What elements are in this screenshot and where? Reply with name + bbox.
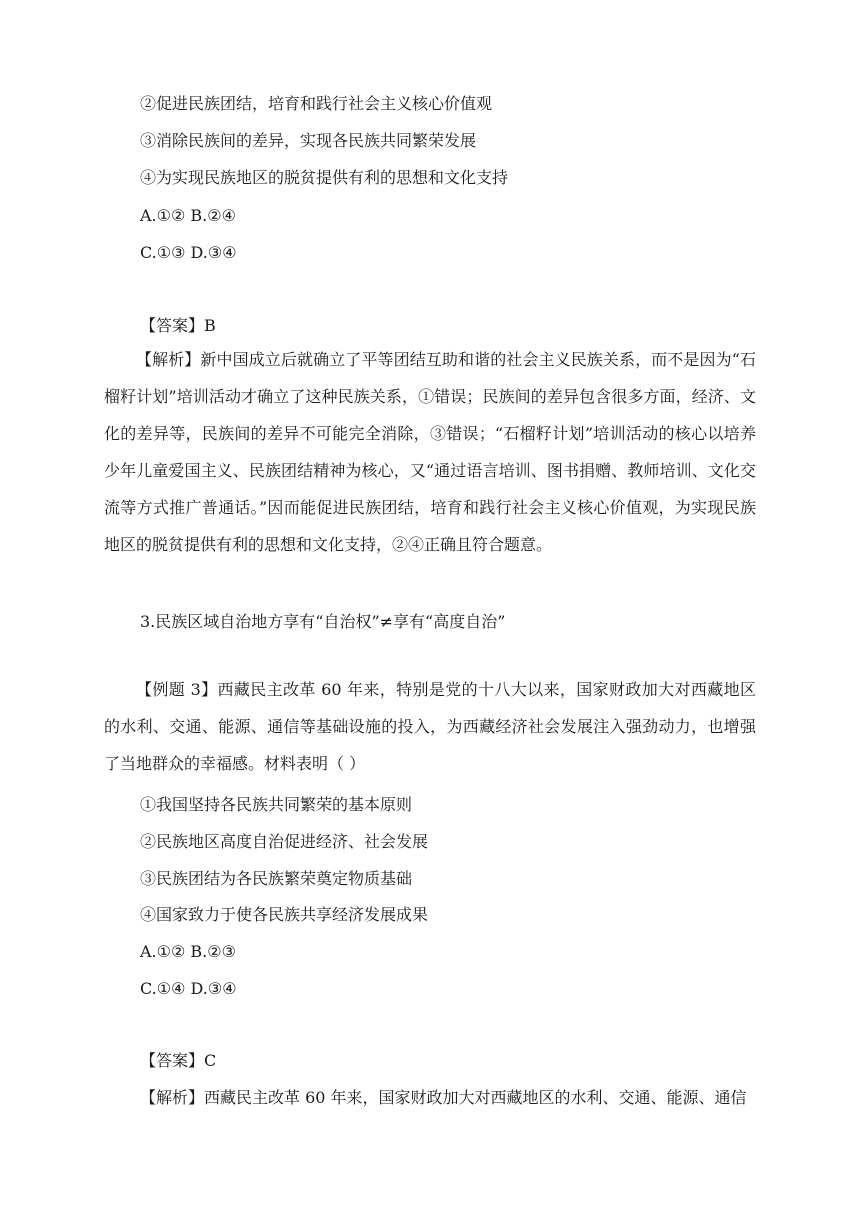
example3-answer: 【答案】C	[140, 1051, 217, 1070]
example3-choices-ab: A.①② B.②③	[140, 942, 236, 961]
example2-option-2: ②促进民族团结，培育和践行社会主义核心价值观	[140, 94, 493, 113]
example3-option-1: ①我国坚持各民族共同繁荣的基本原则	[140, 795, 413, 814]
example3-option-3: ③民族团结为各民族繁荣奠定物质基础	[140, 869, 413, 888]
example2-answer: 【答案】B	[140, 316, 216, 335]
example2-choices-cd: C.①③ D.③④	[140, 243, 237, 262]
example3-choices-cd: C.①④ D.③④	[140, 979, 237, 998]
section3-heading: 3.民族区域自治地方享有“自治权”≠享有“高度自治”	[140, 612, 506, 631]
example3-analysis: 【解析】西藏民主改革 60 年来，国家财政加大对西藏地区的水利、交通、能源、通信	[140, 1088, 747, 1107]
example3-option-2: ②民族地区高度自治促进经济、社会发展	[140, 832, 429, 851]
example2-option-4: ④为实现民族地区的脱贫提供有利的思想和文化支持	[140, 168, 509, 187]
example2-choices-ab: A.①② B.②④	[140, 206, 236, 225]
example3-stem: 【例题 3】西藏民主改革 60 年来，特别是党的十八大以来，国家财政加大对西藏地区的水利、交通、能源、通信等基础设施的投入，为西藏经济社会发展注入强劲动力，也增强了当地群众的幸福感。材料表明（ ）	[104, 680, 756, 773]
example2-option-3: ③消除民族间的差异，实现各民族共同繁荣发展	[140, 131, 477, 150]
example2-analysis: 【解析】新中国成立后就确立了平等团结互助和谐的社会主义民族关系，而不是因为“石榴籽计划”培训活动才确立了这种民族关系，①错误；民族间的差异包含很多方面，经济、文化的差异等，民族间的差异不可能完全消除，③错误；“石榴籽计划”培训活动的核心以培养少年儿童爱国主义、民族团结精神为核心，又“通过语言培训、图书捐赠、教师培训、文化交流等方式推广普通话。”因而能促进民族团结，培育和践行社会主义核心价值观，为实现民族地区的脱贫提供有利的思想和文化支持，②④正确且符合题意。	[104, 350, 756, 554]
example3-option-4: ④国家致力于使各民族共享经济发展成果	[140, 905, 429, 924]
